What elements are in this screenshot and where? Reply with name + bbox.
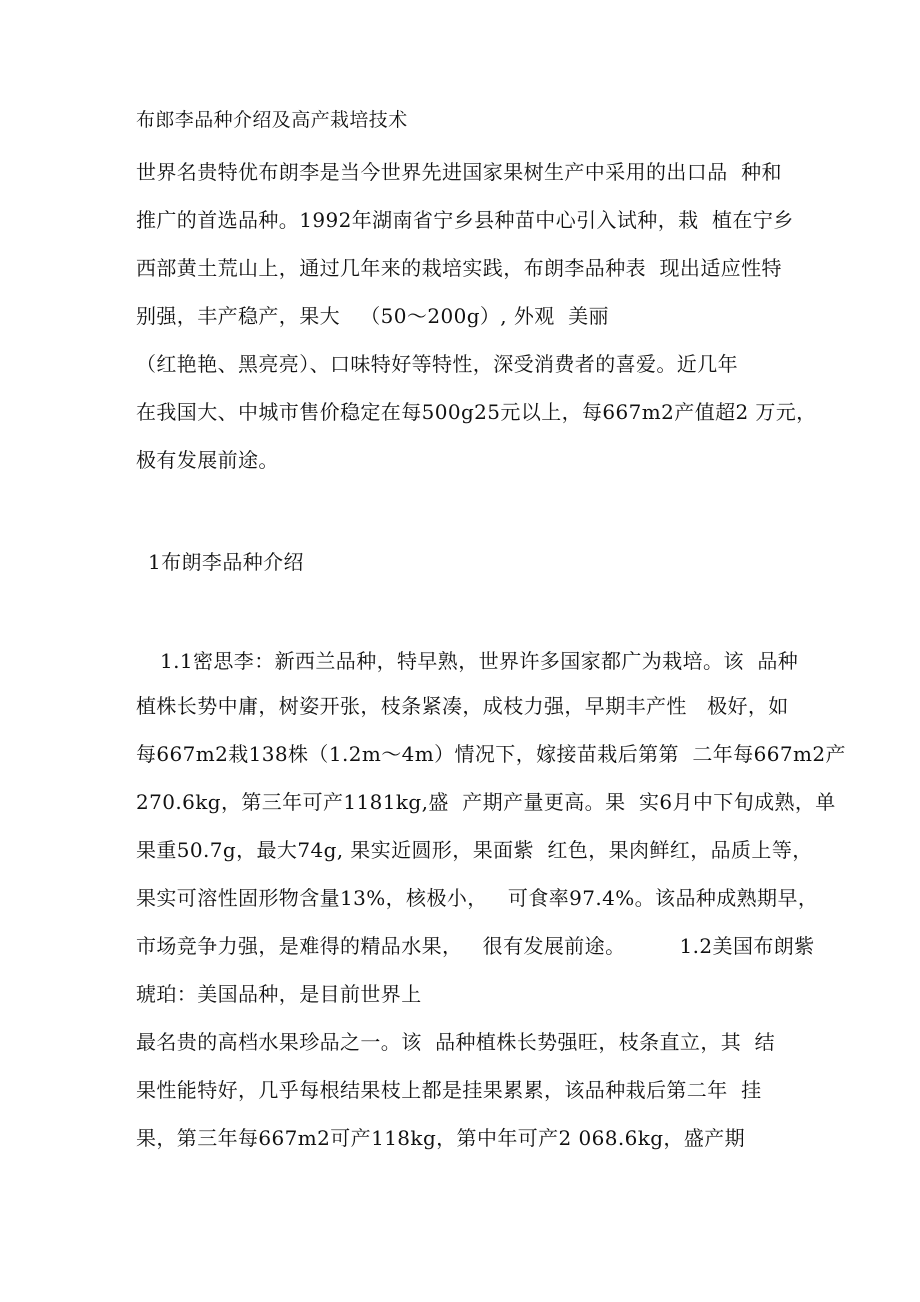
intro-line: 世界名贵特优布朗李是当今世界先进国家果树生产中采用的出口品 种和: [136, 160, 782, 184]
intro-line: 在我国大、中城市售价稳定在每500g25元以上，每667m2产值超2 万元，: [136, 400, 817, 424]
document-title: 布郎李品种介绍及高产栽培技术: [136, 109, 408, 131]
body-line: 市场竞争力强，是难得的精品水果， 很有发展前途。 1.2美国布朗紫: [136, 934, 815, 958]
intro-line: 极有发展前途。: [136, 448, 279, 472]
intro-line: （红艳艳、黑亮亮）、口味特好等特性，深受消费者的喜爱。近几年: [136, 352, 738, 376]
body-line: 最名贵的高档水果珍品之一。该 品种植株长势强旺，枝条直立，其 结: [136, 1030, 776, 1054]
intro-line: 别强，丰产稳产，果大 （50〜200g）, 外观 美丽: [136, 304, 609, 328]
body-line: 植株长势中庸，树姿开张，枝条紧凑，成枝力强，早期丰产性 极好，如: [136, 694, 789, 718]
section-heading: 1布朗李品种介绍: [148, 550, 304, 574]
intro-line: 推广的首选品种。1992年湖南省宁乡县种苗中心引入试种，栽 植在宁乡: [136, 208, 794, 232]
intro-line: 西部黄土荒山上，通过几年来的栽培实践，布朗李品种表 现出适应性特: [136, 256, 782, 280]
body-line: 果性能特好，几乎每根结果枝上都是挂果累累，该品种栽后第二年 挂: [136, 1078, 762, 1102]
body-line: 每667m2栽138株（1.2m〜4m）情况下，嫁接苗栽后第第 二年每667m2产: [136, 742, 846, 766]
body-line: 270.6kg，第三年可产1181kg,盛 产期产量更高。果 实6月中下旬成熟，单: [136, 790, 836, 814]
body-line: 果重50.7g，最大74g, 果实近圆形，果面紫 红色，果肉鲜红，品质上等，: [136, 838, 813, 862]
body-line: 果实可溶性固形物含量13%，核极小， 可食率97.4%。该品种成熟期早，: [136, 886, 819, 910]
body-line: 1.1密思李：新西兰品种，特早熟，世界许多国家都广为栽培。该 品种: [160, 649, 799, 673]
body-line: 果，第三年每667m2可产118kg，第中年可产2 068.6kg，盛产期: [136, 1126, 746, 1150]
body-line: 琥珀：美国品种，是目前世界上: [136, 982, 422, 1006]
